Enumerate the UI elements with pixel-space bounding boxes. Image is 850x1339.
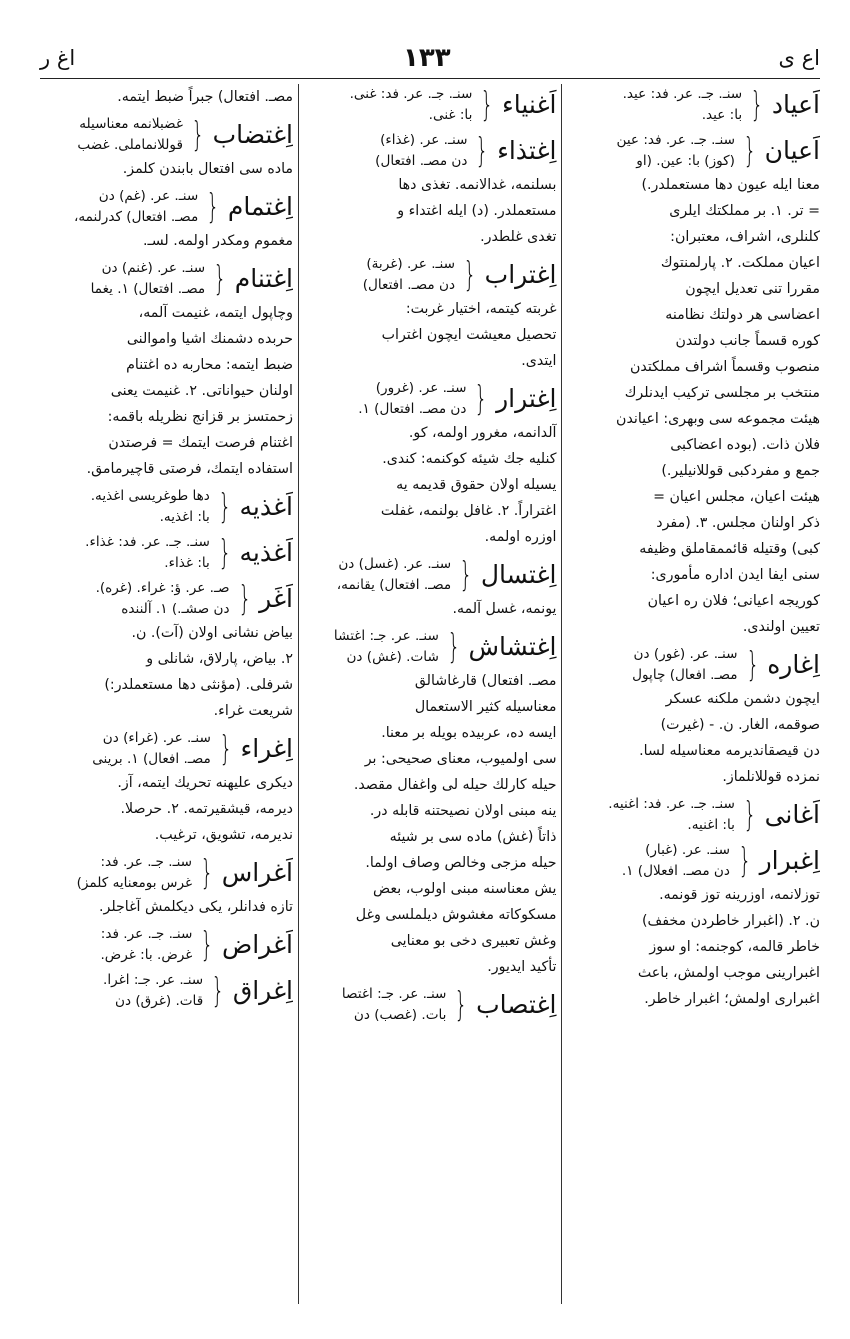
definition-line: شریعت غراء.: [213, 703, 293, 719]
header-rule: [40, 78, 820, 79]
etymology-line: سنـ. عر. (غبار): [645, 842, 730, 858]
definition-line: یونمه، غسل آلمه.: [452, 601, 557, 617]
dictionary-entry: [40, 84, 293, 110]
definition: [40, 770, 293, 848]
etymology-line: سنـ. جـ. عر. فد:: [100, 926, 193, 942]
definition-line: ینه مبنی اولان نصیحتنه قابله در.: [369, 803, 557, 819]
etymology: [567, 840, 730, 882]
headword: اِغتشاش: [468, 632, 557, 661]
definition-line: وغش تعبیری دخی بو معنایی: [390, 933, 557, 949]
etymology: [40, 258, 205, 300]
definition-line: معنا ایله عیون دها مستعملدر.): [641, 177, 820, 193]
headword: اَغنیاء: [502, 90, 557, 119]
brace-icon: {: [454, 985, 468, 1025]
headword: اَغانی: [764, 800, 820, 829]
column-middle: [304, 84, 557, 1304]
etymology-line: سنـ. عر. (غرور): [375, 380, 467, 396]
definition-line: مصـ. افتعال) قارغاشالق: [414, 673, 557, 689]
definition-line: اوزره اولمه.: [484, 529, 557, 545]
etymology-line: (کوز) با: عین. (او: [636, 153, 735, 169]
etymology-line: با: عید.: [701, 107, 743, 123]
definition-line: بیاض نشانی اولان (آت). ن.: [131, 625, 293, 641]
headword: اِغراء: [240, 734, 293, 763]
dictionary-entry: [40, 970, 293, 1012]
headword: اِغاره: [767, 650, 820, 679]
headword: اِغتضاب: [212, 120, 293, 149]
etymology-line: مصـ. افتعال) یقانمه،: [336, 577, 452, 593]
etymology-line: با: غنی.: [428, 107, 473, 123]
dictionary-entry: [40, 852, 293, 920]
definition-line: ذاتاً (غش) ماده سی بر شیئه: [389, 829, 557, 845]
dictionary-entry: [567, 794, 820, 836]
definition-line: هیئت مجموعه سی وبهری: اعیاندن: [616, 411, 820, 427]
definition-line: = تر. ١. بر مملکتك ایلری: [669, 203, 820, 219]
headword: اِغتصاب: [476, 990, 557, 1019]
definition: [40, 620, 293, 724]
definition-line: اغبرارینی موجب اولمش، باعث: [637, 965, 820, 981]
entry-head: [304, 378, 557, 420]
definition-line: دیکری علیهنه تحریك ایتمه، آز.: [117, 775, 293, 791]
definition-line: مصـ. افتعال) جبراً ضبط ایتمه.: [117, 89, 293, 105]
definition: [567, 686, 820, 790]
definition-line: اعیان مملکت. ٢. پارلمنتوك: [660, 255, 820, 271]
etymology-line: دن صشـ.) ١. آلننده: [121, 601, 230, 617]
dictionary-entry: [40, 114, 293, 182]
entry-head: [304, 130, 557, 172]
etymology-line: سنـ. عر. (غم) دن: [98, 188, 199, 204]
entry-head: [40, 186, 293, 228]
brace-icon: {: [213, 259, 227, 299]
etymology: [40, 532, 210, 574]
definition-line: کوره قسماً جانب دولتدن: [675, 333, 820, 349]
entry-head: [567, 84, 820, 126]
etymology-line: دن مصـ. افتعال): [375, 153, 468, 169]
definition-line: سی اولمیوب، معنای صحیحی: بر: [364, 751, 557, 767]
definition-line: حیله مزجی وخالص وصاف اولما.: [365, 855, 557, 871]
definition-line: اغبراری اولمش؛ اغبرار خاطر.: [644, 991, 820, 1007]
brace-icon: {: [218, 487, 232, 527]
etymology: [304, 130, 468, 172]
entry-head: [40, 728, 293, 770]
etymology-line: صـ. عر. ؤ: غراء. (غره).: [95, 580, 230, 596]
etymology-line: غرس بومعنایه کلمز): [76, 875, 193, 891]
dictionary-entry: [40, 532, 293, 574]
column-divider: [298, 84, 299, 1304]
dictionary-entry: [567, 84, 820, 126]
brace-icon: {: [191, 115, 205, 155]
brace-icon: {: [745, 645, 759, 685]
definition-line: خاطر قالمه، کوجنمه: او سوز: [649, 939, 820, 955]
headword: اِغراق: [232, 976, 293, 1005]
etymology-line: بات. (غصب) دن: [353, 1007, 447, 1023]
definition: [567, 172, 820, 640]
headword: اِغترار: [496, 384, 557, 413]
definition-line: معناسیله کثیر الاستعمال: [414, 699, 557, 715]
definition-line: استفاده ایتمك، فرصتی قاچیرمامق.: [86, 461, 293, 477]
etymology: [567, 794, 735, 836]
definition: [40, 156, 293, 182]
etymology-line: غرض. با: غرض.: [100, 947, 193, 963]
header-left-word: اغ ر: [40, 46, 76, 70]
etymology: [304, 378, 467, 420]
etymology-line: دن مصـ. افتعال): [362, 277, 456, 293]
definition-line: مستعملدر. (د) ایله اغتداء و: [397, 203, 557, 219]
etymology: [304, 626, 439, 668]
dictionary-columns: [40, 84, 820, 1304]
definition-line: ٢. بیاض، پارلاق، شانلی و: [146, 651, 293, 667]
definition-line: نمزده قوللانلماز.: [722, 769, 820, 785]
etymology-line: با: غذاء.: [164, 555, 210, 571]
headword: اَعیان: [764, 136, 820, 165]
definition-line: اولنان حیواناتی. ٢. غنیمت یعنی: [110, 383, 293, 399]
entry-head: [567, 794, 820, 836]
etymology-line: مصـ. افتعال) ١. یغما: [90, 281, 206, 297]
definition-line: دن قیصقاندیرمه معناسیله لسا.: [639, 743, 820, 759]
definition-line: توزلانمه، اوزرینه توز قونمه.: [659, 887, 820, 903]
etymology: [304, 984, 447, 1026]
dictionary-entry: [40, 258, 293, 482]
etymology-line: با: اغنیه.: [687, 817, 735, 833]
definition: [304, 172, 557, 250]
entry-head: [304, 554, 557, 596]
dictionary-entry: [567, 644, 820, 790]
etymology: [567, 84, 742, 126]
etymology-line: دن مصـ. افتعال) ١.: [358, 401, 467, 417]
definition-line: صوقمه، الغار. ن. - (غیرت): [660, 717, 820, 733]
definition: [40, 894, 293, 920]
etymology-line: قوللانماملی. غضب: [77, 137, 183, 153]
definition-line: کبی) وقتیله قائممقاملق وظیفه: [639, 541, 820, 557]
definition-line: حیله کارلك حیله لی واغفال مقصد.: [353, 777, 557, 793]
etymology-line: مصـ. افعال) ١. برینی: [92, 751, 211, 767]
headword: اَغذیه: [239, 492, 293, 521]
dictionary-entry: [304, 130, 557, 250]
etymology-line: سنـ. جـ. عر. فد:: [100, 854, 193, 870]
brace-icon: {: [219, 729, 233, 769]
definition-line: اعضاسی هر دولتك نظامنه: [665, 307, 820, 323]
definition-line: کلنلری، اشراف، معتبران:: [670, 229, 820, 245]
brace-icon: {: [211, 971, 225, 1011]
etymology: [40, 578, 230, 620]
etymology: [304, 254, 456, 296]
header-right-word: اع ی: [778, 46, 820, 70]
definition-line: هیئت اعیان، مجلس اعیان =: [653, 489, 820, 505]
entry-head: [304, 84, 557, 126]
definition-line: مسکوکاته مغشوش دیلملسی وغل: [355, 907, 557, 923]
definition-line: یسیله اولان حقوق قدیمه یه: [396, 477, 557, 493]
definition-line: ایسه ده، عربیده بویله بر معنا.: [381, 725, 557, 741]
definition-line: مغموم ومکدر اولمه. لسـ.: [143, 233, 293, 249]
etymology-line: سنـ. عر. جـ: اغرا.: [103, 972, 204, 988]
definition-line: ندیرمه، تشویق، ترغیب.: [154, 827, 293, 843]
etymology-line: سنـ. جـ. عر. فد: غذاء.: [85, 534, 210, 550]
definition-line: ذکر اولنان مجلس. ٣. (مفرد: [656, 515, 820, 531]
etymology-line: دها طوغریسی اغذیه.: [90, 488, 210, 504]
etymology-line: سنـ. جـ. عر. فد: غنی.: [349, 86, 473, 102]
headword: اَغراض: [222, 930, 293, 959]
etymology-line: سنـ. جـ. عر. فد: اغنیه.: [608, 796, 735, 812]
headword: اِغبرار: [759, 846, 820, 875]
etymology-line: غضبلانمه معناسیله: [79, 116, 183, 132]
definition-line: یش معناسنه مبنی اولوب، بعض: [373, 881, 557, 897]
definition-line: ضبط ایتمه: محاربه ده اغتنام: [126, 357, 293, 373]
entry-head: [304, 984, 557, 1026]
etymology: [40, 486, 210, 528]
entry-head: [40, 486, 293, 528]
etymology-line: سنـ. عر. جـ: اغتشا: [333, 628, 439, 644]
brace-icon: {: [447, 627, 461, 667]
etymology: [567, 130, 735, 172]
dictionary-entry: [304, 984, 557, 1026]
definition-line: بسلنمه، غدالانمه. تغذی دها: [398, 177, 557, 193]
entry-head: [567, 840, 820, 882]
entry-head: [304, 626, 557, 668]
definition-line: شرفلی. (مؤنثی دها مستعملدر:): [104, 677, 293, 693]
definition-line: کنلیه جك شیئه کوکنمه: کندی.: [382, 451, 557, 467]
etymology: [40, 970, 203, 1012]
definition: [304, 420, 557, 550]
definition-line: ماده سی افتعال بابندن کلمز.: [122, 161, 293, 177]
dictionary-entry: [40, 186, 293, 254]
headword: اِغتنام: [234, 264, 293, 293]
page-number: ١٣٣: [403, 43, 451, 73]
dictionary-entry: [40, 578, 293, 724]
definition-line: غربته کیتمه، اختیار غربت:: [405, 301, 557, 317]
definition: [304, 668, 557, 980]
dictionary-entry: [304, 378, 557, 550]
etymology-line: سنـ. جـ. عر. فد: عید.: [622, 86, 743, 102]
headword: اِغتذاء: [497, 136, 557, 165]
entry-head: [40, 578, 293, 620]
etymology-line: سنـ. عر. (غنم) دن: [101, 260, 206, 276]
etymology-line: دن مصـ. افعلال) ١.: [621, 863, 730, 879]
etymology-line: مصـ. افتعال) کدرلنمه،: [74, 209, 199, 225]
brace-icon: {: [474, 379, 488, 419]
headword: اِغتراب: [484, 260, 557, 289]
etymology-line: سنـ. عر. (غراء) دن: [102, 730, 211, 746]
etymology-line: شات. (غش) دن: [346, 649, 439, 665]
etymology-line: قات. (غرق) دن: [115, 993, 204, 1009]
headword: اِغتسال: [480, 560, 557, 589]
definition-line: سنی ایفا ایدن اداره مأموری:: [650, 567, 820, 583]
brace-icon: {: [738, 841, 752, 881]
etymology: [304, 554, 452, 596]
definition-line: مقررا تنی تعدیل ایچون: [685, 281, 820, 297]
brace-icon: {: [475, 131, 489, 171]
headword: اَغراس: [221, 858, 293, 887]
entry-head: [567, 130, 820, 172]
definition-line: تعیین اولندی.: [742, 619, 820, 635]
definition-line: کوریجه اعیانی؛ فلان ره اعیان: [647, 593, 820, 609]
dictionary-entry: [304, 626, 557, 980]
entry-head: [304, 254, 557, 296]
entry-head: [40, 532, 293, 574]
entry-head: [567, 644, 820, 686]
definition-line: اغتراراً. ٢. غافل بولنمه، غفلت: [380, 503, 557, 519]
dictionary-entry: [40, 486, 293, 528]
etymology-line: سنـ. عر. (غسل) دن: [338, 556, 452, 572]
brace-icon: {: [218, 533, 232, 573]
entry-head: [40, 114, 293, 156]
entry-head: [40, 258, 293, 300]
brace-icon: {: [463, 255, 477, 295]
etymology: [40, 186, 198, 228]
definition-line: تغدی غلطدر.: [480, 229, 557, 245]
definition: [567, 882, 820, 1012]
etymology: [567, 644, 738, 686]
definition: [304, 596, 557, 622]
definition-line: تأکید ایدیور.: [487, 959, 557, 975]
etymology-line: مصـ. افعال) چاپول: [632, 667, 738, 683]
brace-icon: {: [206, 187, 220, 227]
dictionary-entry: [567, 130, 820, 640]
definition-line: زحمتسز بر قزانج نظریله باقمه:: [107, 409, 293, 425]
dictionary-entry: [40, 728, 293, 848]
headword: اَغَر: [259, 584, 293, 613]
brace-icon: {: [237, 579, 251, 619]
brace-icon: {: [200, 925, 214, 965]
entry-head: [40, 924, 293, 966]
entry-head: [40, 970, 293, 1012]
etymology-line: سنـ. عر. (غربة): [366, 256, 456, 272]
etymology-line: سنـ. جـ. عر. فد: عین: [616, 132, 735, 148]
definition-line: حربده دشمنك اشیا واموالنی: [126, 331, 293, 347]
dictionary-entry: [304, 84, 557, 126]
dictionary-entry: [40, 924, 293, 966]
definition-line: ایتدی.: [521, 353, 557, 369]
definition-line: دیرمه، قیشقیرتمه. ٢. حرصلا.: [120, 801, 293, 817]
entry-head: [40, 852, 293, 894]
dictionary-entry: [567, 840, 820, 1012]
definition-line: آلدانمه، مغرور اولمه، کو.: [408, 425, 557, 441]
definition-line: فلان ذات. (بوده اعضاکبی: [670, 437, 820, 453]
definition: [304, 296, 557, 374]
definition-line: ایچون دشمن ملکنه عسکر: [665, 691, 820, 707]
definition: [40, 300, 293, 482]
definition: [40, 228, 293, 254]
brace-icon: {: [480, 85, 494, 125]
definition-line: جمع و مفردکبی قوللانیلیر.): [661, 463, 820, 479]
brace-icon: {: [750, 85, 764, 125]
column-divider: [561, 84, 562, 1304]
definition-line: منصوب وقسماً اشراف مملکتدن: [629, 359, 820, 375]
definition-line: وچاپول ایتمه، غنیمت آلمه،: [138, 305, 293, 321]
etymology: [40, 924, 192, 966]
column-right: [567, 84, 820, 1304]
etymology: [40, 728, 211, 770]
headword: اَغذیه: [239, 538, 293, 567]
etymology-line: سنـ. عر. جـ: اغتصا: [341, 986, 447, 1002]
headword: اِغتمام: [227, 192, 293, 221]
dictionary-entry: [304, 254, 557, 374]
etymology-line: سنـ. عر. (غور) دن: [633, 646, 738, 662]
definition-line: منتخب بر مجلسی ترکیب ایدنلرك: [624, 385, 820, 401]
definition: [40, 84, 293, 110]
page-header: [40, 38, 820, 78]
definition-line: اغتنام فرصت ایتمك = فرصتدن: [108, 435, 293, 451]
definition-line: ن. ٢. (اغبرار خاطردن مخفف): [641, 913, 820, 929]
definition-line: تازه فدانلر، یکی دیکلمش آغاجلر.: [98, 899, 293, 915]
etymology-line: سنـ. عر. (غذاء): [380, 132, 468, 148]
etymology: [40, 852, 192, 894]
definition-line: تحصیل معیشت ایچون اغتراب: [381, 327, 557, 343]
etymology: [40, 114, 183, 156]
brace-icon: {: [200, 853, 214, 893]
brace-icon: {: [743, 131, 757, 171]
brace-icon: {: [743, 795, 757, 835]
column-left: [40, 84, 293, 1304]
dictionary-entry: [304, 554, 557, 622]
etymology-line: با: اغذیه.: [159, 509, 210, 525]
headword: اَعیاد: [771, 90, 820, 119]
brace-icon: {: [459, 555, 473, 595]
etymology: [304, 84, 473, 126]
